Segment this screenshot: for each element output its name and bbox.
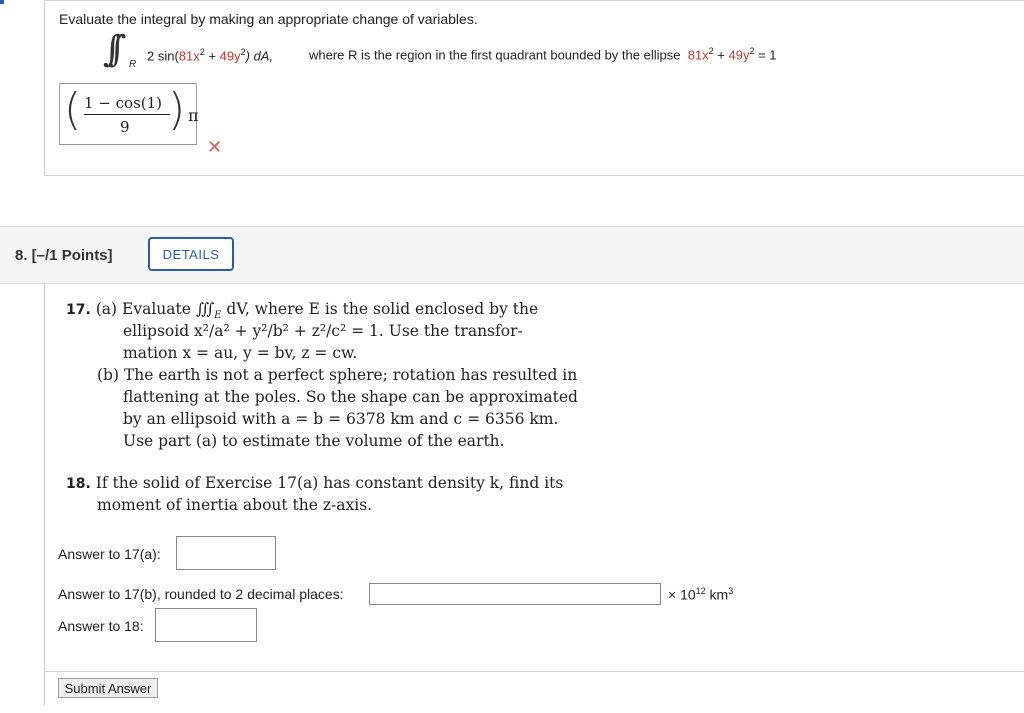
incorrect-mark-icon: ✕	[207, 137, 223, 157]
divider	[44, 671, 1024, 672]
question-7-panel	[44, 0, 1024, 176]
integrand: 2 $\sin(81x^2 + 49y^2)$ dA,	[147, 47, 274, 64]
question-prompt: Evaluate the integral by making an appropriate change of variables.	[59, 11, 478, 27]
exercise-17b-line-2: flattening at the poles. So the shape can be approximated	[123, 388, 578, 406]
submitted-answer-box: ( 1 − cos(1) 9 ) π	[59, 83, 197, 145]
question-8-header	[0, 226, 1024, 284]
exercise-17b-line-3: by an ellipsoid with a = b = 6378 km and c = 6356 km.	[123, 410, 559, 428]
top-accent	[0, 0, 4, 4]
question-points: 8. [–/1 Points]	[15, 247, 113, 264]
answer-18-label: Answer to 18:	[58, 618, 144, 634]
details-button[interactable]: DETAILS	[148, 237, 234, 271]
answer-numerator: 1 − cos(1)	[84, 94, 163, 112]
region-description: where R is the region in the first quadrant bounded by the ellipse $81x^2 + 49y^2 = 1$	[309, 46, 777, 63]
answer-17a-label: Answer to 17(a):	[58, 546, 161, 562]
exercise-18-line-1: 18. If the solid of Exercise 17(a) has constant density k, find its	[66, 474, 564, 492]
exercise-17b-line-1: (b) The earth is not a perfect sphere; rotation has resulted in	[97, 366, 578, 384]
exercise-18-line-2: moment of inertia about the z-axis.	[97, 496, 373, 514]
exercise-17a-line-2: ellipsoid x²/a² + y²/b² + z²/c² = 1. Use the transfor-	[123, 322, 523, 340]
exercise-17a-line-1: 17. (a) Evaluate $∭_E$ dV, where E is the solid enclosed by the	[66, 300, 539, 322]
answer-18-input[interactable]	[155, 608, 257, 642]
answer-pi: π	[188, 106, 199, 125]
double-integral-sign: ∫∫	[103, 29, 113, 70]
answer-17a-input[interactable]	[176, 536, 276, 570]
answer-17b-input[interactable]	[369, 583, 661, 605]
answer-17b-unit: × $10^{12}$ $km^3$	[668, 586, 734, 603]
fraction-bar	[84, 114, 170, 115]
integral-subscript: R	[129, 59, 137, 70]
exercise-17a-line-3: mation x = au, y = bv, z = cw.	[123, 344, 358, 362]
answer-denominator: 9	[120, 118, 130, 136]
answer-17b-label: Answer to 17(b), rounded to 2 decimal places:	[58, 586, 344, 602]
exercise-17b-line-4: Use part (a) to estimate the volume of the earth.	[123, 432, 505, 450]
submit-answer-button[interactable]: Submit Answer	[58, 678, 158, 698]
